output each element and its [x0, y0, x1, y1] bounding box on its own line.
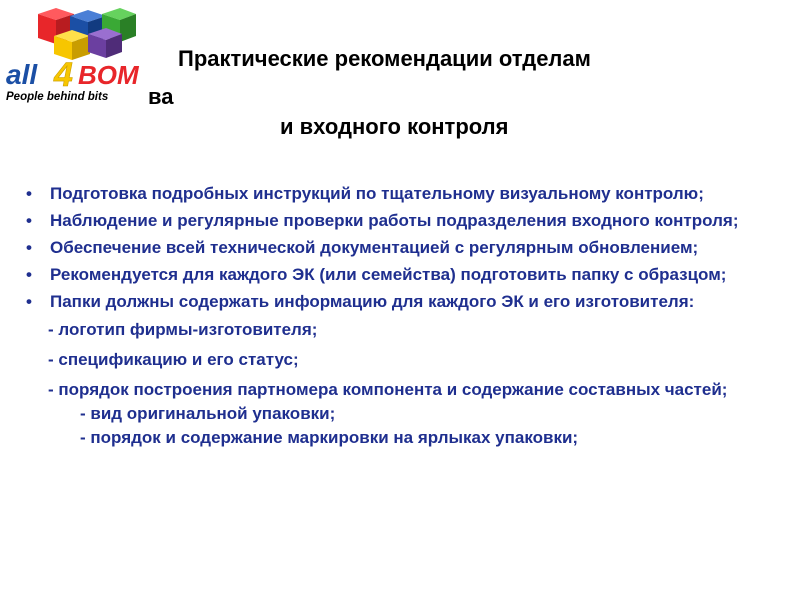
sub-item: - порядок и содержание маркировки на ярлыках упаковки;	[80, 428, 579, 447]
bullet-icon: •	[26, 211, 32, 230]
bullet-icon: •	[26, 265, 32, 284]
slide-title-fragment: ва	[148, 84, 174, 109]
bullet-icon: •	[26, 184, 32, 203]
bullet-item	[26, 264, 786, 286]
sub-item: - логотип фирмы-изготовителя;	[48, 320, 318, 339]
bullet-text: Обеспечение всей технической документацией с регулярным обновлением;	[50, 238, 699, 257]
bullet-item	[26, 237, 786, 259]
bullet-list	[26, 183, 786, 313]
bullet-icon: •	[26, 238, 32, 257]
slide-content	[26, 183, 786, 449]
company-logo	[4, 4, 164, 108]
bullet-item	[26, 183, 786, 205]
logo-text-bom: BOM	[78, 60, 139, 90]
logo-text-all: all	[6, 59, 38, 90]
sub-item: - порядок построения партномера компонента и содержание составных частей;	[48, 380, 728, 399]
sub-item: - спецификацию и его статус;	[48, 350, 299, 369]
bullet-text: Папки должны содержать информацию для каждого ЭК и его изготовителя:	[50, 292, 695, 311]
sub-item: - вид оригинальной упаковки;	[80, 404, 336, 423]
logo-text-4: 4	[54, 56, 73, 94]
logo-cubes	[38, 8, 136, 60]
slide-title-line2: и входного контроля	[280, 114, 509, 139]
bullet-item	[26, 291, 786, 313]
bullet-icon: •	[26, 292, 32, 311]
bullet-text: Наблюдение и регулярные проверки работы подразделения входного контроля;	[50, 211, 739, 230]
bullet-text: Подготовка подробных инструкций по тщательному визуальному контролю;	[50, 184, 704, 203]
logo-tagline: People behind bits	[6, 91, 109, 103]
bullet-item	[26, 210, 786, 232]
sub-item-list	[26, 319, 786, 449]
slide-title-line1: Практические рекомендации отделам	[178, 46, 591, 71]
bullet-text: Рекомендуется для каждого ЭК (или семейства) подготовить папку с образцом;	[50, 265, 727, 284]
